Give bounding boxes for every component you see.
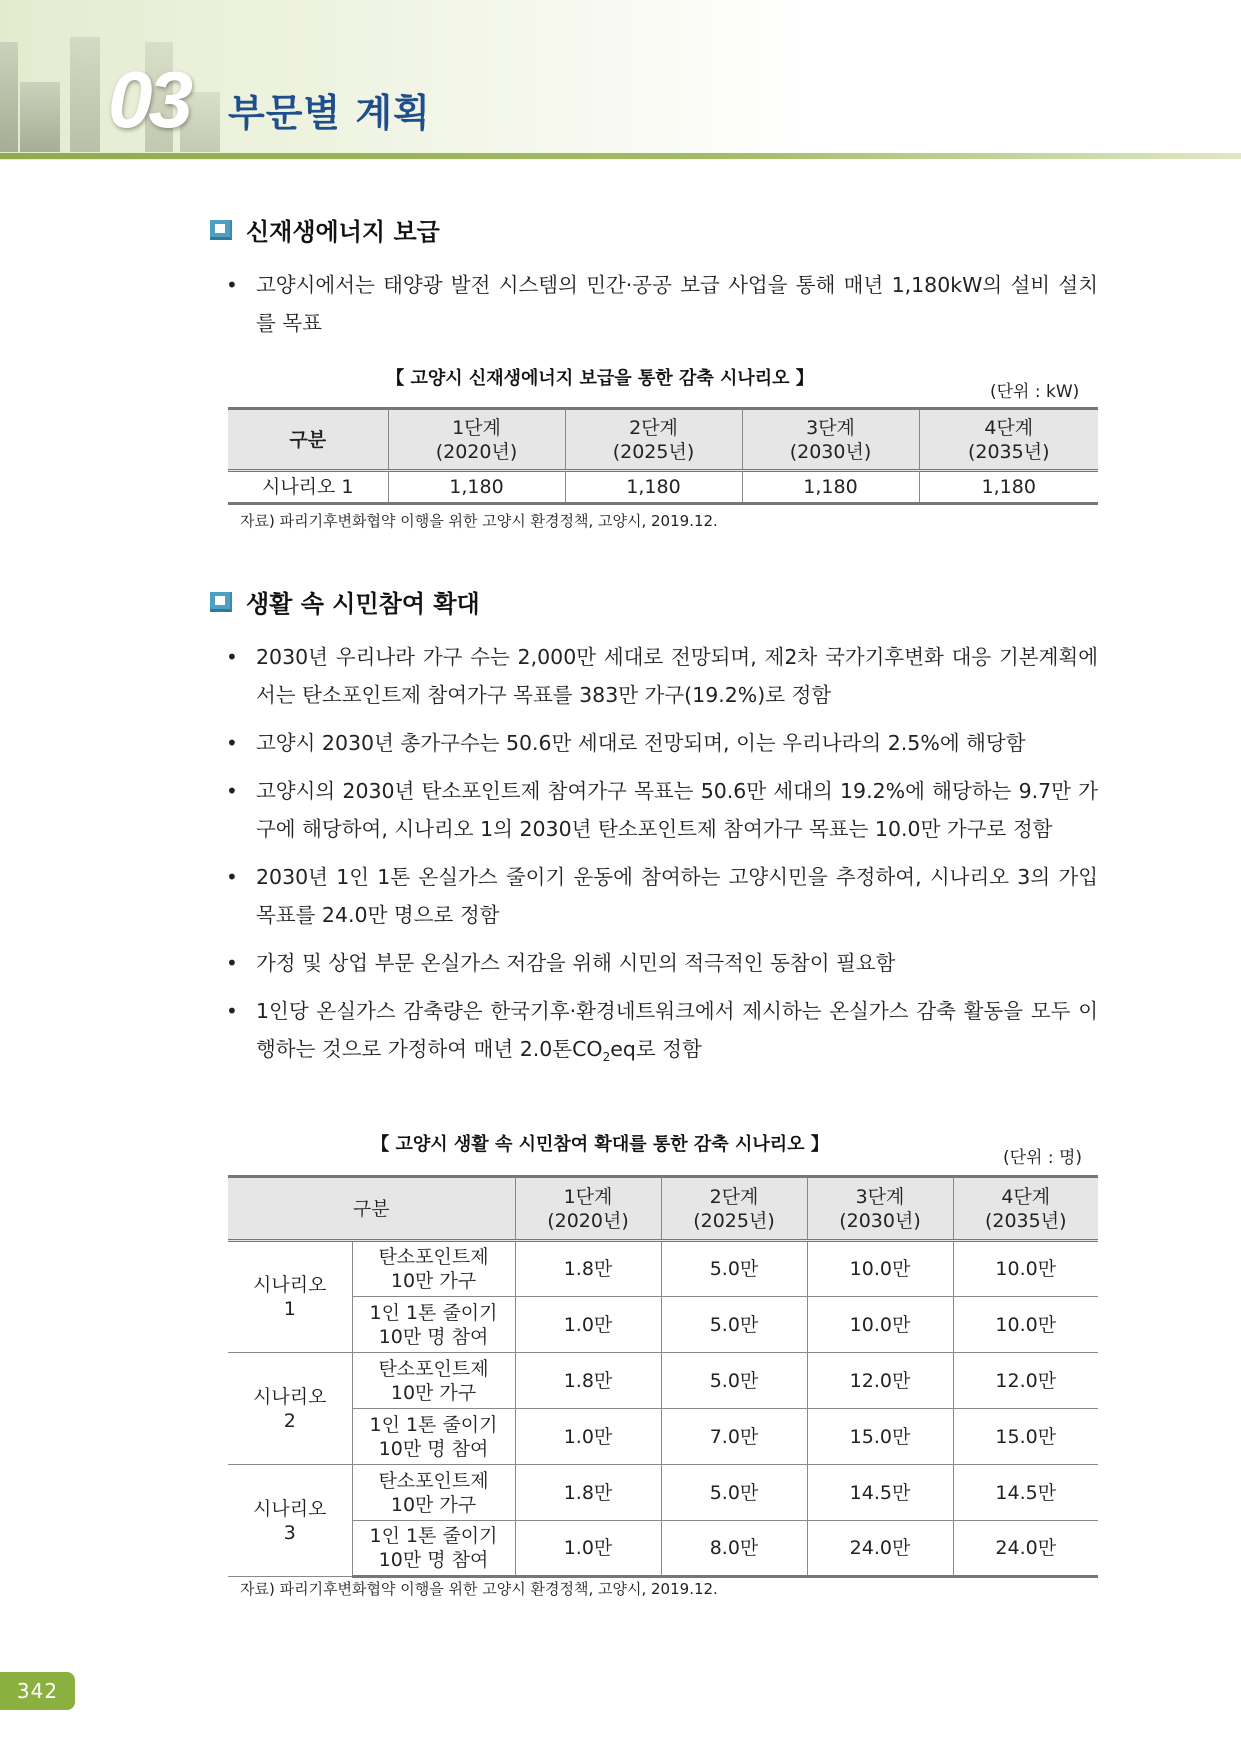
scenario-label: 시나리오 2	[228, 1353, 352, 1465]
cell-value: 12.0만	[953, 1353, 1098, 1409]
cell-value: 1,180	[742, 471, 919, 504]
bullet-item: • 고양시의 2030년 탄소포인트제 참여가구 목표는 50.6만 세대의 19.2%에 해당하는 9.7만 가구에 해당하여, 시나리오 1의 2030년 탄소포인트제 참여가구 목표는 10.0만 가구로 정함	[226, 772, 1098, 848]
bullet-item: • 2030년 1인 1톤 온실가스 줄이기 운동에 참여하는 고양시민을 추정하여, 시나리오 3의 가입목표를 24.0만 명으로 정함	[226, 858, 1098, 934]
cell-value: 1.8만	[515, 1241, 661, 1297]
square-bullet-icon	[210, 592, 232, 612]
table-row	[228, 1297, 1098, 1353]
bullet-item: • 1인당 온실가스 감축량은 한국기후·환경네트워크에서 제시하는 온실가스 감축 활동을 모두 이행하는 것으로 가정하여 매년 2.0톤$CO_2eq$로 정함	[226, 992, 1098, 1076]
cell-value: 12.0만	[807, 1353, 953, 1409]
cell-value: 10.0만	[953, 1241, 1098, 1297]
row-label: 1인 1톤 줄이기 10만 명 참여	[352, 1297, 515, 1353]
table1-unit: (단위 : kW)	[990, 382, 1080, 402]
renewable-scenario-table	[228, 407, 1098, 505]
table-row	[228, 471, 1098, 504]
square-bullet-icon	[210, 220, 232, 240]
table-row	[228, 1409, 1098, 1465]
cell-value: 15.0만	[953, 1409, 1098, 1465]
table-row	[228, 1465, 1098, 1521]
table1-caption: 【 고양시 신재생에너지 보급을 통한 감축 시나리오 】	[386, 368, 814, 389]
section1-bullets	[226, 266, 1098, 352]
cell-value: 1.0만	[515, 1297, 661, 1353]
row-label: 시나리오 1	[228, 471, 388, 504]
section-title-text: 생활 속 시민참여 확대	[246, 590, 480, 618]
chapter-title: 부문별 계획	[228, 91, 431, 135]
cell-value: 24.0만	[953, 1521, 1098, 1577]
cell-value: 5.0만	[661, 1297, 807, 1353]
cell-value: 1.0만	[515, 1409, 661, 1465]
col-header-stage1: 1단계 (2020년)	[388, 409, 565, 471]
section-title-renewable	[210, 212, 440, 247]
cell-value: 10.0만	[807, 1241, 953, 1297]
cell-value: 15.0만	[807, 1409, 953, 1465]
col-header-stage2: 2단계 (2025년)	[661, 1177, 807, 1241]
table-row	[228, 1353, 1098, 1409]
building-illustration	[70, 37, 100, 152]
cell-value: 1,180	[565, 471, 742, 504]
row-label: 탄소포인트제 10만 가구	[352, 1353, 515, 1409]
cell-value: 10.0만	[807, 1297, 953, 1353]
col-header-stage3: 3단계 (2030년)	[742, 409, 919, 471]
col-header-stage4: 4단계 (2035년)	[953, 1177, 1098, 1241]
row-label: 탄소포인트제 10만 가구	[352, 1241, 515, 1297]
cell-value: 24.0만	[807, 1521, 953, 1577]
table-row	[228, 1241, 1098, 1297]
cell-value: 5.0만	[661, 1353, 807, 1409]
col-header-stage3: 3단계 (2030년)	[807, 1177, 953, 1241]
col-header-category: 구분	[228, 1177, 515, 1241]
cell-value: 1.8만	[515, 1465, 661, 1521]
citizen-participation-table	[228, 1175, 1098, 1578]
building-illustration	[20, 82, 60, 152]
cell-value: 1.0만	[515, 1521, 661, 1577]
page-number-badge: 342	[0, 1672, 75, 1710]
cell-value: 5.0만	[661, 1241, 807, 1297]
cell-value: 1,180	[388, 471, 565, 504]
col-header-stage1: 1단계 (2020년)	[515, 1177, 661, 1241]
scenario-label: 시나리오 3	[228, 1465, 352, 1577]
cell-value: 5.0만	[661, 1465, 807, 1521]
building-illustration	[0, 42, 18, 152]
cell-value: 14.5만	[953, 1465, 1098, 1521]
bullet-item: • 가정 및 상업 부문 온실가스 저감을 위해 시민의 적극적인 동참이 필요함	[226, 944, 1098, 982]
header-divider	[0, 153, 1241, 159]
row-label: 1인 1톤 줄이기 10만 명 참여	[352, 1521, 515, 1577]
table1-source: 자료) 파리기후변화협약 이행을 위한 고양시 환경정책, 고양시, 2019.12.	[240, 512, 718, 530]
cell-value: 10.0만	[953, 1297, 1098, 1353]
table-row	[228, 1521, 1098, 1577]
scenario-label: 시나리오 1	[228, 1241, 352, 1353]
cell-value: 8.0만	[661, 1521, 807, 1577]
section-title-citizen	[210, 584, 480, 619]
bullet-item: • 고양시 2030년 총가구수는 50.6만 세대로 전망되며, 이는 우리나라의 2.5%에 해당함	[226, 724, 1098, 762]
table2-caption: 【 고양시 생활 속 시민참여 확대를 통한 감축 시나리오 】	[371, 1134, 829, 1155]
row-label: 1인 1톤 줄이기 10만 명 참여	[352, 1409, 515, 1465]
cell-value: 1.8만	[515, 1353, 661, 1409]
table2-unit: (단위 : 명)	[1003, 1148, 1083, 1168]
cell-value: 1,180	[919, 471, 1098, 504]
cell-value: 14.5만	[807, 1465, 953, 1521]
section2-bullets	[226, 638, 1098, 1086]
section-title-text: 신재생에너지 보급	[246, 218, 440, 246]
col-header-category: 구분	[228, 409, 388, 471]
col-header-stage2: 2단계 (2025년)	[565, 409, 742, 471]
row-label: 탄소포인트제 10만 가구	[352, 1465, 515, 1521]
table2-source: 자료) 파리기후변화협약 이행을 위한 고양시 환경정책, 고양시, 2019.12.	[240, 1580, 718, 1598]
chapter-number: 03	[108, 55, 189, 144]
cell-value: 7.0만	[661, 1409, 807, 1465]
bullet-item: • 고양시에서는 태양광 발전 시스템의 민간·공공 보급 사업을 통해 매년 1,180kW의 설비 설치를 목표	[226, 266, 1098, 342]
chapter-header	[0, 0, 1241, 160]
col-header-stage4: 4단계 (2035년)	[919, 409, 1098, 471]
bullet-item: • 2030년 우리나라 가구 수는 2,000만 세대로 전망되며, 제2차 국가기후변화 대응 기본계획에서는 탄소포인트제 참여가구 목표를 383만 가구(19.2%)로 정함	[226, 638, 1098, 714]
